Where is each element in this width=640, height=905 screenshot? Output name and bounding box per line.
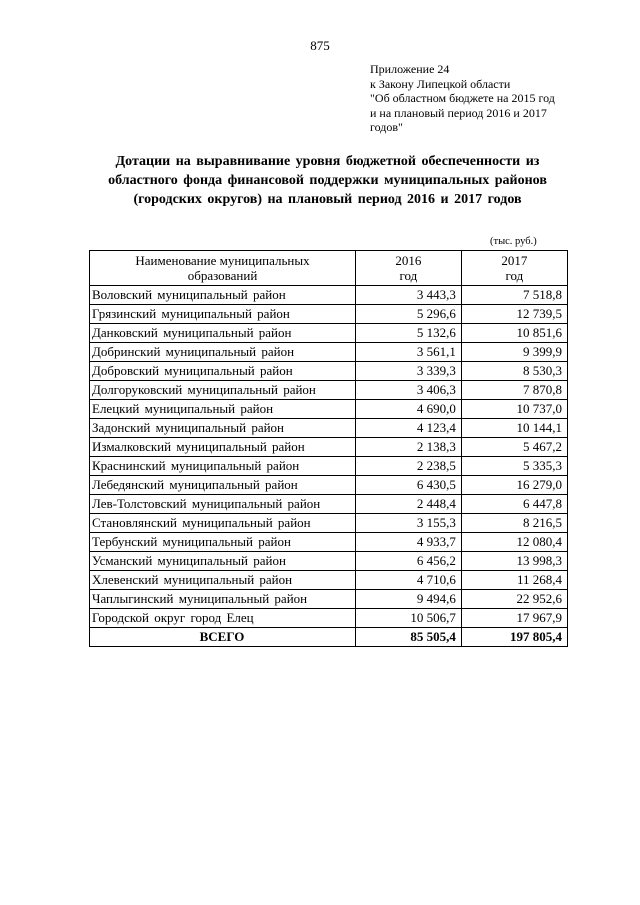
- value-2016: 4 933,7: [356, 533, 462, 552]
- appendix-line: годов": [370, 120, 403, 134]
- municipality-name: Лебедянский муниципальный район: [90, 476, 356, 495]
- value-2017: 8 530,3: [461, 362, 567, 381]
- subsidy-table: [89, 250, 568, 647]
- value-2016: 3 406,3: [356, 381, 462, 400]
- municipality-name: Усманский муниципальный район: [90, 552, 356, 571]
- table-row: [90, 438, 568, 457]
- document-title: [90, 152, 565, 209]
- municipality-name: Воловский муниципальный район: [90, 286, 356, 305]
- title-line: областного фонда финансовой поддержки муниципальных районов: [108, 173, 547, 188]
- value-2017: 7 870,8: [461, 381, 567, 400]
- table-row: [90, 609, 568, 628]
- header-2017: [461, 251, 567, 286]
- municipality-name: Добринский муниципальный район: [90, 343, 356, 362]
- title-line: Дотации на выравнивание уровня бюджетной обеспеченности из: [115, 154, 540, 169]
- value-2016: 3 443,3: [356, 286, 462, 305]
- value-2017: 22 952,6: [461, 590, 567, 609]
- page-number: 875: [310, 38, 330, 53]
- value-2016: 2 138,3: [356, 438, 462, 457]
- municipality-name: Задонский муниципальный район: [90, 419, 356, 438]
- value-2017: 10 737,0: [461, 400, 567, 419]
- municipality-name: Городской округ город Елец: [90, 609, 356, 628]
- appendix-line: "Об областном бюджете на 2015 год: [370, 91, 555, 105]
- value-2016: 6 430,5: [356, 476, 462, 495]
- header-name-line: образований: [187, 268, 258, 283]
- total-2017: 197 805,4: [461, 628, 567, 647]
- municipality-name: Добровский муниципальный район: [90, 362, 356, 381]
- value-2017: 11 268,4: [461, 571, 567, 590]
- appendix-note: [370, 62, 610, 135]
- value-2016: 3 561,1: [356, 343, 462, 362]
- municipality-name: Краснинский муниципальный район: [90, 457, 356, 476]
- value-2016: 4 690,0: [356, 400, 462, 419]
- units-note: (тыс. руб.): [490, 236, 537, 247]
- value-2016: 5 296,6: [356, 305, 462, 324]
- total-label: ВСЕГО: [90, 628, 356, 647]
- total-row: [90, 628, 568, 647]
- table-row: [90, 381, 568, 400]
- municipality-name: Данковский муниципальный район: [90, 324, 356, 343]
- value-2017: 12 080,4: [461, 533, 567, 552]
- municipality-name: Измалковский муниципальный район: [90, 438, 356, 457]
- municipality-name: Грязинский муниципальный район: [90, 305, 356, 324]
- municipality-name: Лев-Толстовский муниципальный район: [90, 495, 356, 514]
- value-2017: 9 399,9: [461, 343, 567, 362]
- header-2017-line: год: [505, 268, 524, 283]
- header-2016-line: 2016: [395, 253, 422, 268]
- header-2017-line: 2017: [501, 253, 528, 268]
- value-2017: 7 518,8: [461, 286, 567, 305]
- table-row: [90, 343, 568, 362]
- value-2017: 17 967,9: [461, 609, 567, 628]
- municipality-name: Тербунский муниципальный район: [90, 533, 356, 552]
- value-2016: 2 448,4: [356, 495, 462, 514]
- table-row: [90, 400, 568, 419]
- table-body: [90, 286, 568, 647]
- header-name: [90, 251, 356, 286]
- value-2017: 6 447,8: [461, 495, 567, 514]
- header-name-line: Наименование муниципальных: [135, 253, 310, 268]
- value-2016: 5 132,6: [356, 324, 462, 343]
- value-2016: 4 710,6: [356, 571, 462, 590]
- table-row: [90, 571, 568, 590]
- value-2016: 4 123,4: [356, 419, 462, 438]
- value-2017: 16 279,0: [461, 476, 567, 495]
- municipality-name: Становлянский муниципальный район: [90, 514, 356, 533]
- value-2016: 3 155,3: [356, 514, 462, 533]
- table-row: [90, 476, 568, 495]
- value-2017: 12 739,5: [461, 305, 567, 324]
- value-2017: 13 998,3: [461, 552, 567, 571]
- value-2017: 5 335,3: [461, 457, 567, 476]
- municipality-name: Чаплыгинский муниципальный район: [90, 590, 356, 609]
- title-line: (городских округов) на плановый период 2016 и 2017 годов: [133, 192, 522, 207]
- value-2017: 10 851,6: [461, 324, 567, 343]
- table-header-row: [90, 251, 568, 286]
- value-2016: 2 238,5: [356, 457, 462, 476]
- value-2017: 5 467,2: [461, 438, 567, 457]
- table-row: [90, 514, 568, 533]
- total-2016: 85 505,4: [356, 628, 462, 647]
- table-row: [90, 305, 568, 324]
- value-2017: 8 216,5: [461, 514, 567, 533]
- table-row: [90, 419, 568, 438]
- table-row: [90, 495, 568, 514]
- table-row: [90, 362, 568, 381]
- table-row: [90, 590, 568, 609]
- appendix-line: Приложение 24: [370, 62, 450, 76]
- value-2016: 3 339,3: [356, 362, 462, 381]
- municipality-name: Хлевенский муниципальный район: [90, 571, 356, 590]
- value-2016: 6 456,2: [356, 552, 462, 571]
- header-2016-line: год: [399, 268, 418, 283]
- municipality-name: Елецкий муниципальный район: [90, 400, 356, 419]
- value-2016: 9 494,6: [356, 590, 462, 609]
- table-row: [90, 286, 568, 305]
- table-row: [90, 552, 568, 571]
- header-2016: [356, 251, 462, 286]
- value-2016: 10 506,7: [356, 609, 462, 628]
- municipality-name: Долгоруковский муниципальный район: [90, 381, 356, 400]
- appendix-line: и на плановый период 2016 и 2017: [370, 105, 547, 120]
- table-row: [90, 533, 568, 552]
- table-row: [90, 324, 568, 343]
- value-2017: 10 144,1: [461, 419, 567, 438]
- appendix-line: к Закону Липецкой области: [370, 76, 511, 91]
- table-row: [90, 457, 568, 476]
